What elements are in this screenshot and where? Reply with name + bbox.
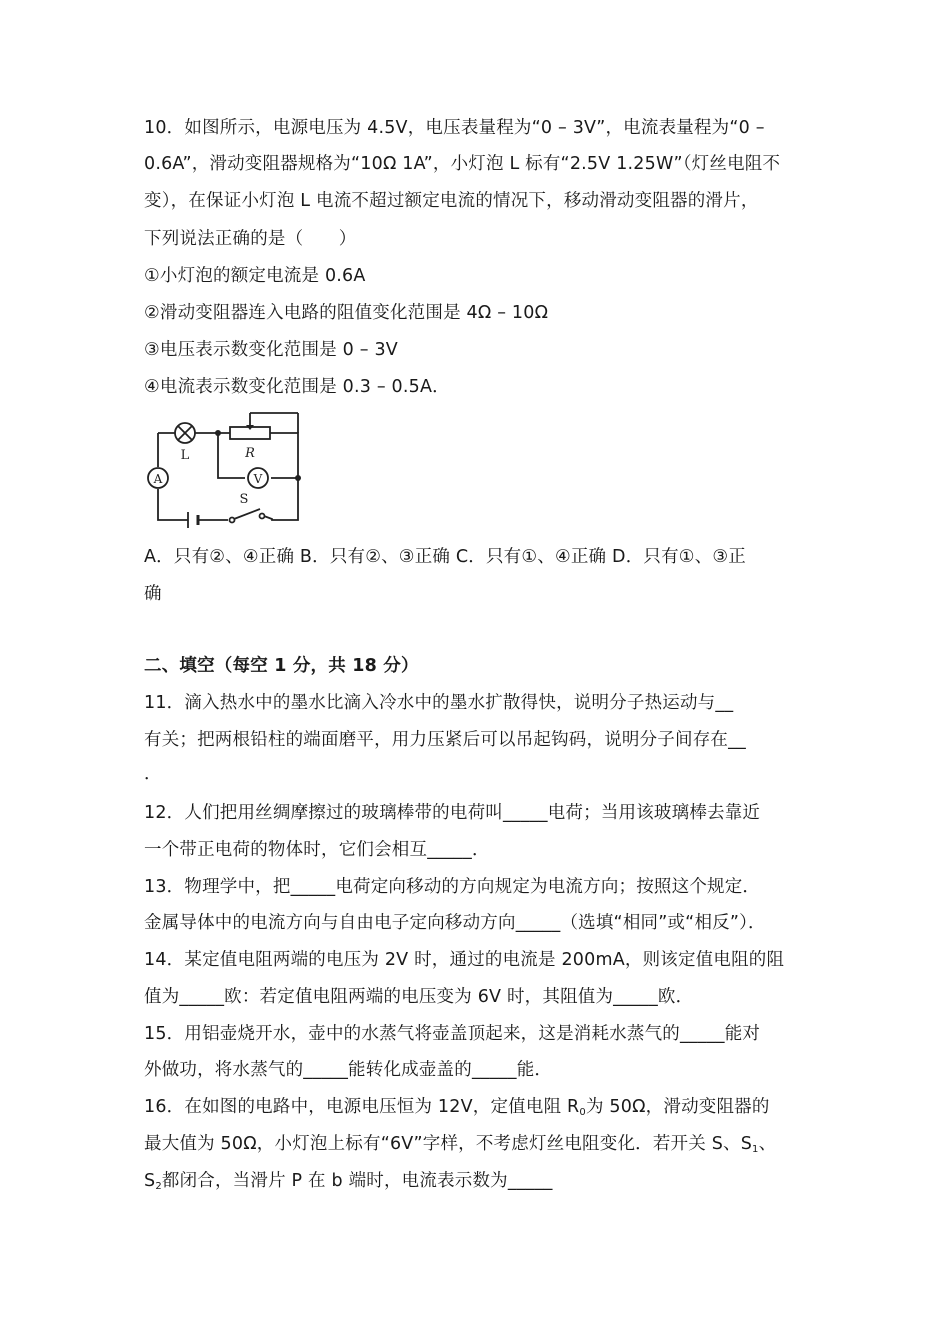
subscript: 0 — [579, 1107, 586, 1118]
q11-line-1: 11．滴入热水中的墨水比滴入冷水中的墨水扩散得快，说明分子热运动与__ — [144, 693, 734, 713]
q13-line-2: 金属导体中的电流方向与自由电子定向移动方向_____（选填“相同”或“相反”）． — [144, 913, 766, 933]
q16-line-3 — [144, 1169, 553, 1199]
q14-line-2: 值为_____欧：若定值电阻两端的电压变为 6V 时，其阻值为_____欧． — [144, 987, 694, 1007]
subscript: 2 — [155, 1181, 162, 1192]
q16-line-2-text: 最大值为 50Ω，小灯泡上标有“6V”字样，不考虑灯丝电阻变化．若开关 S、S — [144, 1134, 753, 1154]
q12-line-1: 12．人们把用丝绸摩擦过的玻璃棒带的电荷叫_____电荷；当用该玻璃棒去靠近 — [144, 803, 761, 823]
q11-line-3: ． — [144, 764, 162, 784]
junction-dot — [215, 430, 221, 436]
q10-line-1: 10．如图所示，电源电压为 4.5V，电压表量程为“0 – 3V”，电流表量程为“0 – — [144, 118, 765, 138]
q10-statement-2: ②滑动变阻器连入电路的阻值变化范围是 4Ω – 10Ω — [144, 303, 549, 323]
switch-symbol — [230, 509, 265, 523]
q16-line-3-start: S — [144, 1171, 156, 1191]
battery-symbol — [188, 512, 198, 528]
q10-statement-3: ③电压表示数变化范围是 0 – 3V — [144, 340, 398, 360]
q14-line-1: 14．某定值电阻两端的电压为 2V 时，通过的电流是 200mA，则该定值电阻的阻 — [144, 950, 785, 970]
q11-line-2: 有关；把两根铅柱的端面磨平，用力压紧后可以吊起钩码，说明分子间存在__ — [144, 730, 746, 750]
q16-line-2 — [144, 1132, 776, 1162]
q16-line-3-end: 都闭合，当滑片 P 在 b 端时，电流表示数为_____ — [161, 1171, 553, 1191]
lamp-symbol — [175, 423, 195, 443]
q10-statement-1: ①小灯泡的额定电流是 0.6A — [144, 266, 366, 286]
q10-statement-4: ④电流表示数变化范围是 0.3 – 0.5A． — [144, 377, 450, 397]
rheostat-label: R — [245, 446, 255, 461]
q15-line-2: 外做功，将水蒸气的_____能转化成壶盖的_____能． — [144, 1060, 553, 1080]
rheostat-symbol — [230, 425, 270, 439]
q10-line-3: 变），在保证小灯泡 L 电流不超过额定电流的情况下，移动滑动变阻器的滑片， — [144, 191, 759, 211]
q10-choices-line-2: 确 — [144, 584, 162, 604]
subscript: 1 — [752, 1144, 759, 1155]
switch-label: S — [239, 492, 249, 507]
junction-dot — [295, 475, 301, 481]
lamp-label: L — [180, 448, 190, 463]
q13-line-1: 13．物理学中，把_____电荷定向移动的方向规定为电流方向；按照这个规定． — [144, 877, 761, 897]
q12-line-2: 一个带正电荷的物体时，它们会相互_____． — [144, 840, 490, 860]
ammeter-label: A — [153, 472, 163, 486]
q16-line-1 — [144, 1095, 770, 1125]
q16-line-1-end: 为 50Ω，滑动变阻器的 — [585, 1097, 770, 1117]
voltmeter-label: V — [253, 472, 263, 486]
q10-choices-line-1: A．只有②、④正确 B．只有②、③正确 C．只有①、④正确 D．只有①、③正 — [144, 547, 746, 567]
q16-line-1-text: 16．在如图的电路中，电源电压恒为 12V，定值电阻 R — [144, 1097, 580, 1117]
q10-line-2: 0.6A”，滑动变阻器规格为“10Ω 1A”，小灯泡 L 标有“2.5V 1.25W”（灯丝电阻不 — [144, 154, 781, 174]
circuit-diagram — [140, 405, 310, 531]
section-2-heading: 二、填空（每空 1 分，共 18 分） — [144, 656, 419, 676]
q16-line-2-end: 、 — [758, 1134, 777, 1154]
q10-line-4: 下列说法正确的是（ ） — [144, 229, 357, 249]
q15-line-1: 15．用铝壶烧开水，壶中的水蒸气将壶盖顶起来，这是消耗水蒸气的_____能对 — [144, 1024, 761, 1044]
